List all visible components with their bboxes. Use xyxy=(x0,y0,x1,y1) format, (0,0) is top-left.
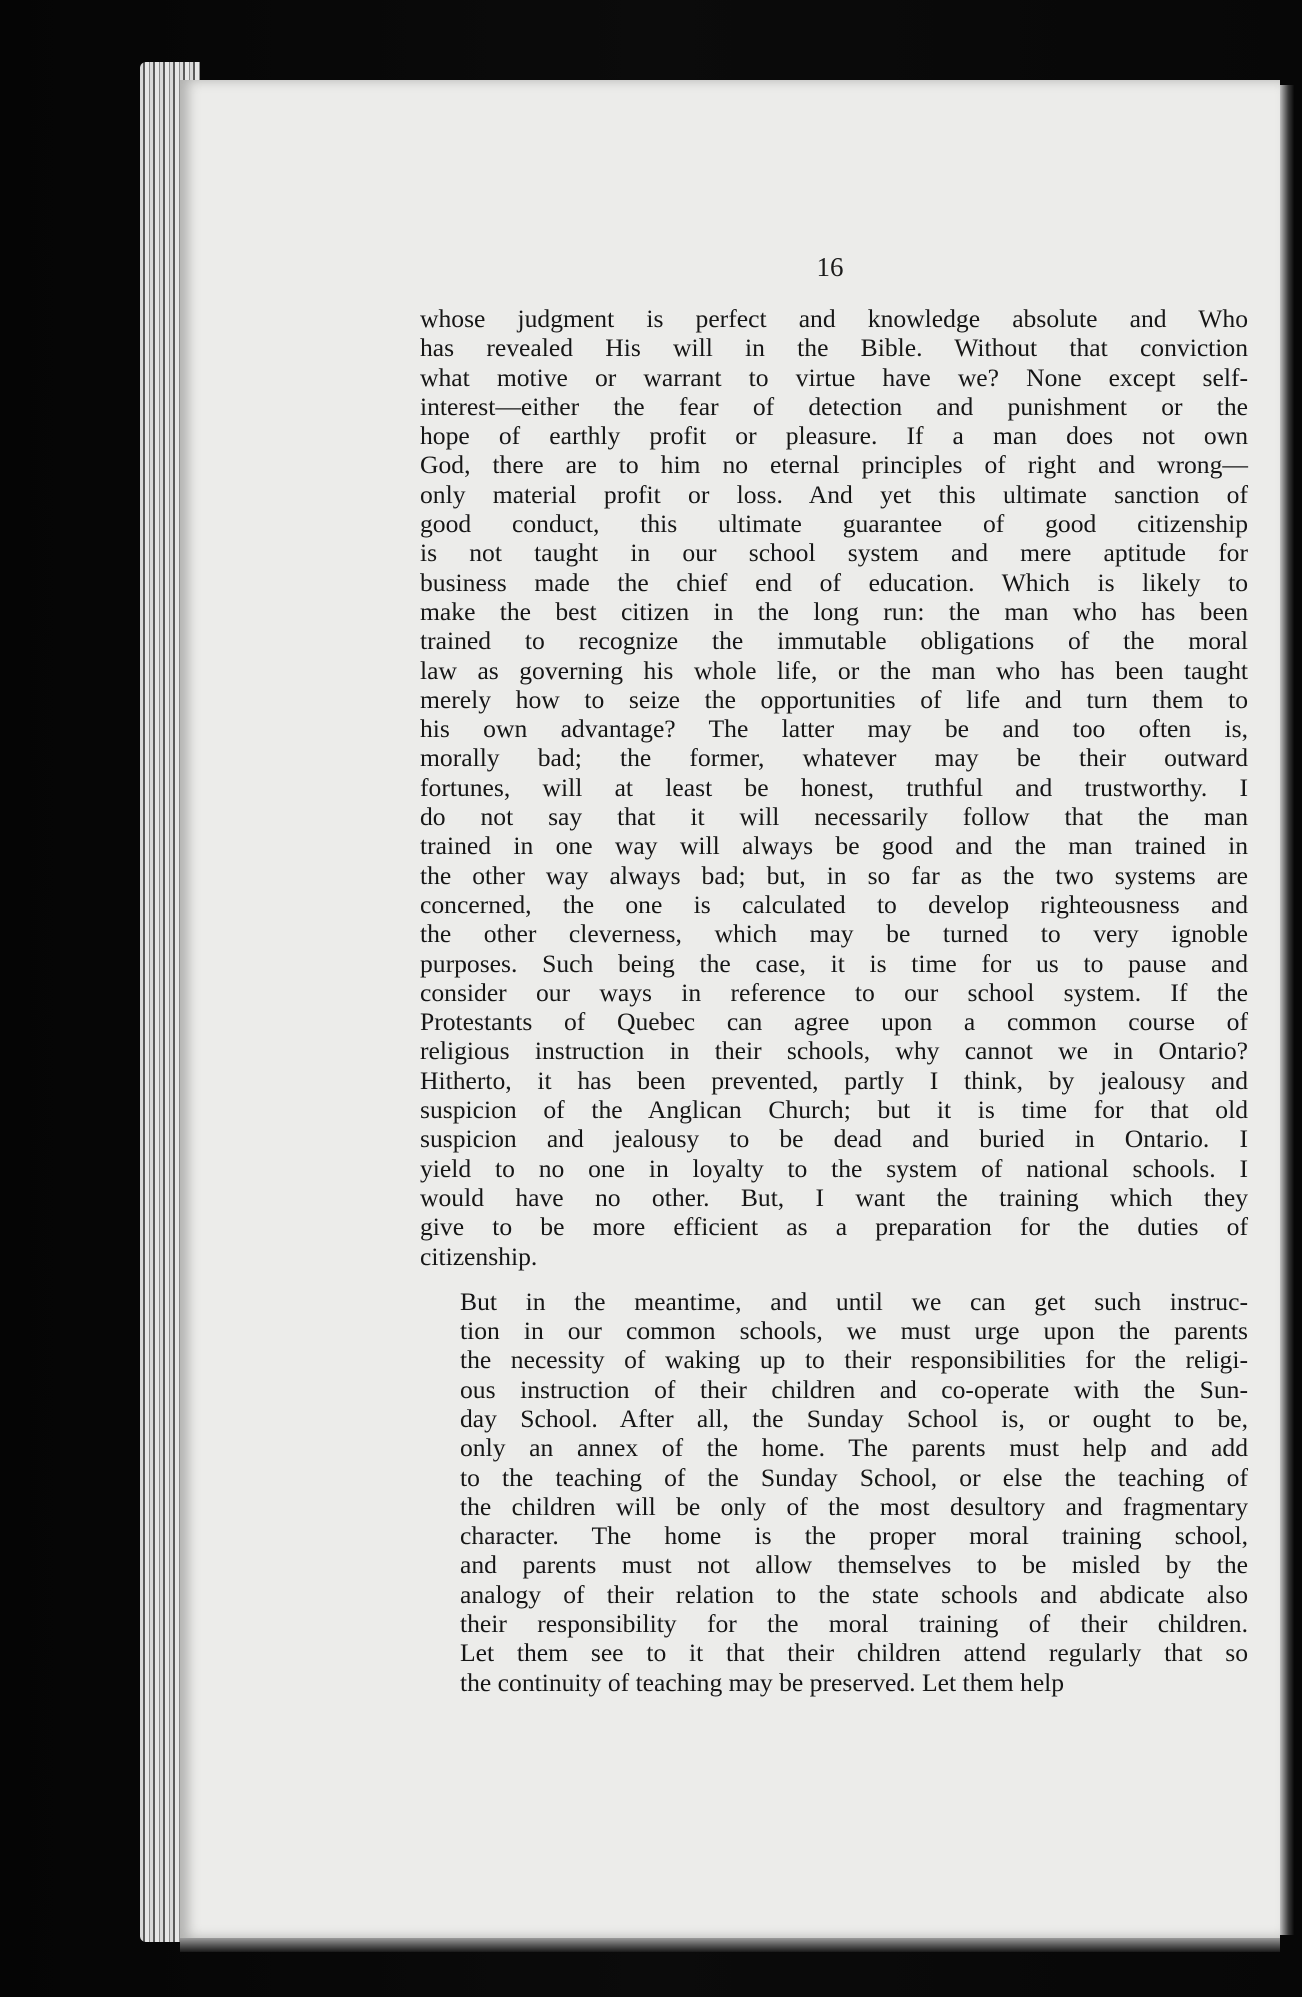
text-line: hope of earthly profit or pleasure. If a man does not own xyxy=(420,421,1248,451)
text-line: consider our ways in reference to our school system. If the xyxy=(420,977,1248,1007)
text-line: fortunes, will at least be honest, truthful and trustworthy. I xyxy=(420,772,1248,802)
text-line: concerned, the one is calculated to develop righteousness and xyxy=(420,889,1248,919)
text-line: suspicion and jealousy to be dead and buried in Ontario. I xyxy=(420,1124,1248,1154)
text-line: Protestants of Quebec can agree upon a common course of xyxy=(420,1007,1248,1037)
text-line: interest—either the fear of detection and punishment or the xyxy=(420,391,1248,421)
text-line: God, there are to him no eternal principles of right and wrong— xyxy=(420,450,1248,480)
page-right-edge xyxy=(1280,85,1294,1935)
text-line: yield to no one in loyalty to the system of national schools. I xyxy=(420,1153,1248,1183)
text-line: the children will be only of the most desultory and fragmentary xyxy=(460,1491,1248,1521)
paragraph-2 xyxy=(420,1287,1248,1697)
text-line: business made the chief end of education. Which is likely to xyxy=(420,567,1248,597)
text-line: and parents must not allow themselves to be misled by the xyxy=(460,1550,1248,1580)
text-line: ous instruction of their children and co-operate with the Sun- xyxy=(460,1374,1248,1404)
text-line: day School. After all, the Sunday School is, or ought to be, xyxy=(460,1403,1248,1433)
text-line: the other cleverness, which may be turned to very ignoble xyxy=(420,919,1248,949)
text-line: the other way always bad; but, in so far as the two systems are xyxy=(420,860,1248,890)
text-line: only material profit or loss. And yet this ultimate sanction of xyxy=(420,479,1248,509)
text-line: what motive or warrant to virtue have we? None except self- xyxy=(420,362,1248,392)
text-line: purposes. Such being the case, it is time for us to pause and xyxy=(420,948,1248,978)
page-number: 16 xyxy=(816,252,844,282)
text-line: whose judgment is perfect and knowledge absolute and Who xyxy=(420,304,1248,333)
text-line: his own advantage? The latter may be and too often is, xyxy=(420,714,1248,744)
text-line: morally bad; the former, whatever may be their outward xyxy=(420,743,1248,773)
text-line: good conduct, this ultimate guarantee of good citizenship xyxy=(420,509,1248,539)
text-line: their responsibility for the moral training of their children. xyxy=(460,1609,1248,1639)
text-line: analogy of their relation to the state schools and abdicate also xyxy=(460,1579,1248,1609)
text-line: merely how to seize the opportunities of life and turn them to xyxy=(420,684,1248,714)
text-line: citizenship. xyxy=(420,1241,538,1271)
text-line: make the best citizen in the long run: the man who has been xyxy=(420,596,1248,626)
text-line: is not taught in our school system and mere aptitude for xyxy=(420,538,1248,568)
text-line: the necessity of waking up to their responsibilities for the religi- xyxy=(460,1345,1248,1375)
text-line: to the teaching of the Sunday School, or else the teaching of xyxy=(460,1462,1248,1492)
text-line: Hitherto, it has been prevented, partly I think, by jealousy and xyxy=(420,1065,1248,1095)
text-line: Let them see to it that their children attend regularly that so xyxy=(460,1638,1248,1668)
page-bottom-edge xyxy=(180,1938,1280,1952)
text-line: But in the meantime, and until we can get such instruc- xyxy=(460,1286,1248,1316)
text-line: tion in our common schools, we must urge upon the parents xyxy=(460,1316,1248,1346)
text-line: suspicion of the Anglican Church; but it is time for that old xyxy=(420,1095,1248,1125)
text-line: has revealed His will in the Bible. Without that conviction xyxy=(420,333,1248,363)
body-text xyxy=(420,304,1248,1697)
text-line: character. The home is the proper moral training school, xyxy=(460,1521,1248,1551)
text-line: law as governing his whole life, or the man who has been taught xyxy=(420,655,1248,685)
text-line: trained to recognize the immutable obligations of the moral xyxy=(420,626,1248,656)
text-line: only an annex of the home. The parents must help and add xyxy=(460,1433,1248,1463)
text-line: would have no other. But, I want the training which they xyxy=(420,1182,1248,1212)
text-line: the continuity of teaching may be preserved. Let them help xyxy=(460,1667,1065,1697)
text-line: religious instruction in their schools, why cannot we in Ontario? xyxy=(420,1036,1248,1066)
paragraph-1 xyxy=(420,304,1248,1271)
text-line: give to be more efficient as a preparation for the duties of xyxy=(420,1212,1248,1242)
text-line: trained in one way will always be good and the man trained in xyxy=(420,831,1248,861)
text-line: do not say that it will necessarily follow that the man xyxy=(420,802,1248,832)
